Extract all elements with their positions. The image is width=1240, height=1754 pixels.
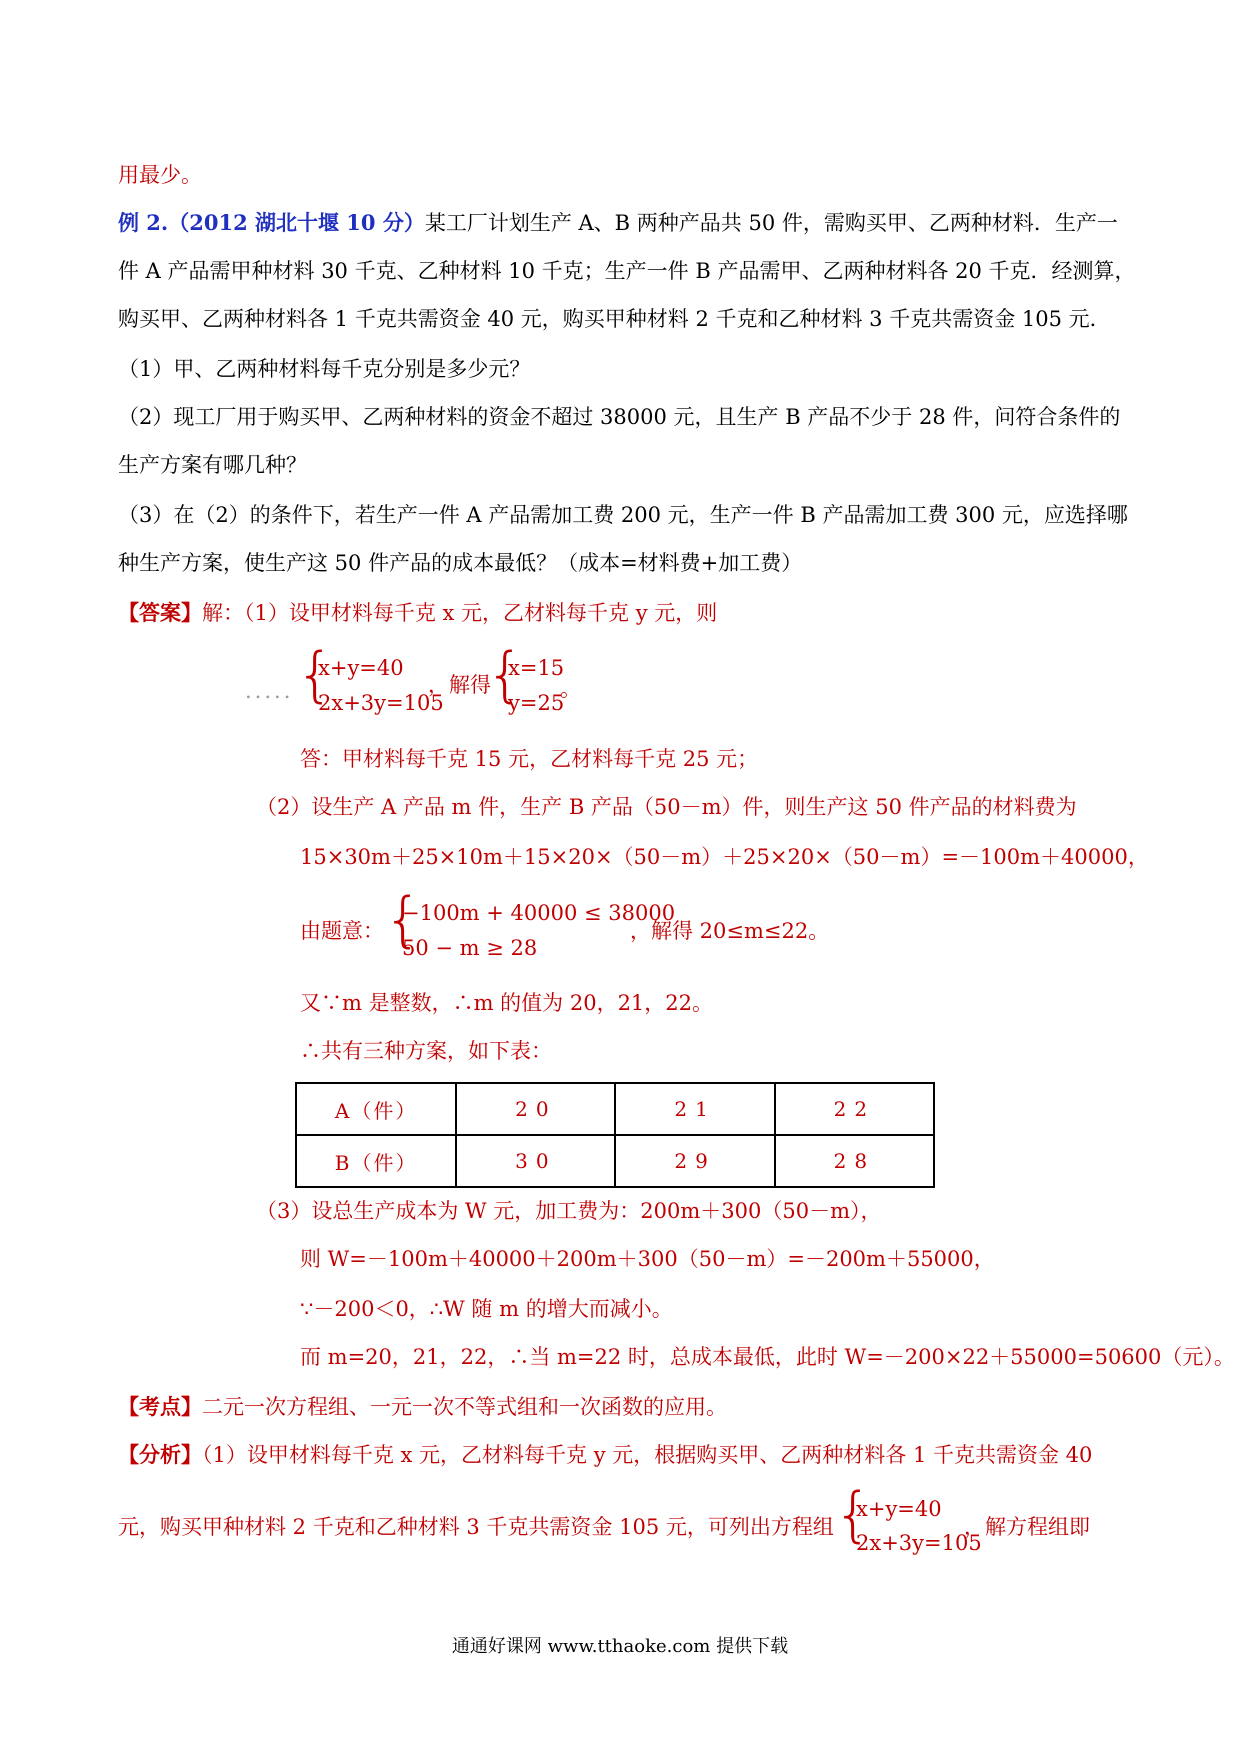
fenxi-text-1: （1）设甲材料每千克 x 元，乙材料每千克 y 元，根据购买甲、乙两种材料各 1 千克共需资金 40 (202, 1443, 1093, 1467)
left-brace: { (486, 640, 525, 710)
example-line-1: 某工厂计划生产 A、B 两种产品共 50 件，需购买甲、乙两种材料．生产一 (424, 211, 1118, 235)
answer-tag: 【答案】 (118, 600, 202, 625)
continuation-text: 用最少。 (118, 163, 202, 187)
answer-intro-line (118, 600, 717, 626)
equation-1: x+y=40 (318, 656, 404, 680)
solution-x: x=15 (508, 656, 565, 680)
inequality-1: −100m + 40000 ≤ 38000 (402, 901, 676, 925)
answer-part-3-line-1: （3）设总生产成本为 W 元，加工费为：200m＋300（50－m）， (256, 1199, 882, 1223)
example-source: （2012 湖北十堰 10 分） (168, 210, 425, 235)
inequality-solution: ，解得 20≤m≤22。 (630, 919, 830, 943)
fenxi-line-1 (118, 1442, 1092, 1468)
answer-part-1: 答：甲材料每千克 15 元，乙材料每千克 25 元； (300, 747, 759, 771)
answer-part-3-line-2: 则 W=－100m＋40000＋200m＋300（50－m）=－200m＋55000， (300, 1247, 995, 1271)
table-cell: 30 (456, 1135, 615, 1187)
solution-y: y=25 (508, 691, 565, 715)
example-line-3: 购买甲、乙两种材料各 1 千克共需资金 40 元，购买甲种材料 2 千克和乙种材料 3 千克共需资金 105 元． (118, 307, 1111, 331)
answer-part-3-line-4: 而 m=20，21，22，∴当 m=22 时，总成本最低，此时 W=－200×22＋55000=50600（元）。 (300, 1345, 1235, 1369)
leader-dots: ..... (245, 679, 294, 703)
example-heading (118, 210, 1118, 236)
table-cell: 29 (615, 1135, 774, 1187)
plan-table (295, 1082, 935, 1188)
left-brace: { (296, 640, 335, 710)
answer-part-3-line-3: ∵－200＜0，∴W 随 m 的增大而减小。 (300, 1297, 673, 1321)
table-cell: 22 (775, 1083, 934, 1135)
fenxi-tag: 【分析】 (118, 1442, 202, 1467)
question-3-line-1: （3）在（2）的条件下，若生产一件 A 产品需加工费 200 元，生产一件 B 产品需加工费 300 元，应选择哪 (118, 503, 1128, 527)
table-row (296, 1083, 934, 1135)
answer-part-2-integers: 又∵m 是整数，∴m 的值为 20，21，22。 (300, 991, 714, 1015)
fenxi-equation-2: 2x+3y=105 (856, 1531, 982, 1555)
left-brace: { (834, 1480, 873, 1550)
solve-label: ，解得 (428, 673, 491, 697)
fenxi-line-2-end: ，解方程组即 (964, 1515, 1090, 1539)
table-cell: A（件） (296, 1083, 456, 1135)
equation-2: 2x+3y=105 (318, 691, 444, 715)
answer-part-2-line-1: （2）设生产 A 产品 m 件，生产 B 产品（50－m）件，则生产这 50 件产品的材料费为 (256, 795, 1077, 819)
table-cell: 21 (615, 1083, 774, 1135)
answer-intro: 解：（1）设甲材料每千克 x 元，乙材料每千克 y 元，则 (202, 601, 718, 625)
inequality-prefix: 由题意： (300, 919, 384, 943)
fenxi-line-2: 元，购买甲种材料 2 千克和乙种材料 3 千克共需资金 105 元，可列出方程组 (118, 1515, 834, 1539)
table-cell: B（件） (296, 1135, 456, 1187)
solution-end: 。 (560, 677, 581, 701)
table-cell: 28 (775, 1135, 934, 1187)
kaodian-line (118, 1394, 727, 1420)
kaodian-text: 二元一次方程组、一元一次不等式组和一次函数的应用。 (202, 1395, 727, 1419)
inequality-2: 50 − m ≥ 28 (402, 936, 538, 960)
page-footer: 通通好课网 www.tthaoke.com 提供下载 (451, 1636, 789, 1657)
answer-part-2-table-intro: ∴共有三种方案，如下表： (300, 1039, 552, 1063)
example-label: 例 2. (118, 210, 169, 235)
answer-part-2-line-2: 15×30m＋25×10m＋15×20×（50－m）＋25×20×（50－m）=－100m＋40000， (300, 845, 1149, 869)
fenxi-equation-1: x+y=40 (856, 1497, 942, 1521)
table-row (296, 1135, 934, 1187)
question-2-line-2: 生产方案有哪几种？ (118, 453, 307, 477)
question-3-line-2: 种生产方案，使生产这 50 件产品的成本最低？（成本=材料费+加工费） (118, 551, 803, 575)
question-1: （1）甲、乙两种材料每千克分别是多少元？ (118, 357, 531, 381)
example-line-2: 件 A 产品需甲种材料 30 千克、乙种材料 10 千克；生产一件 B 产品需甲、乙两种材料各 20 千克．经测算， (118, 259, 1136, 283)
left-brace: { (384, 885, 423, 955)
kaodian-tag: 【考点】 (118, 1394, 202, 1419)
table-cell: 20 (456, 1083, 615, 1135)
question-2-line-1: （2）现工厂用于购买甲、乙两种材料的资金不超过 38000 元，且生产 B 产品不少于 28 件，问符合条件的 (118, 405, 1121, 429)
